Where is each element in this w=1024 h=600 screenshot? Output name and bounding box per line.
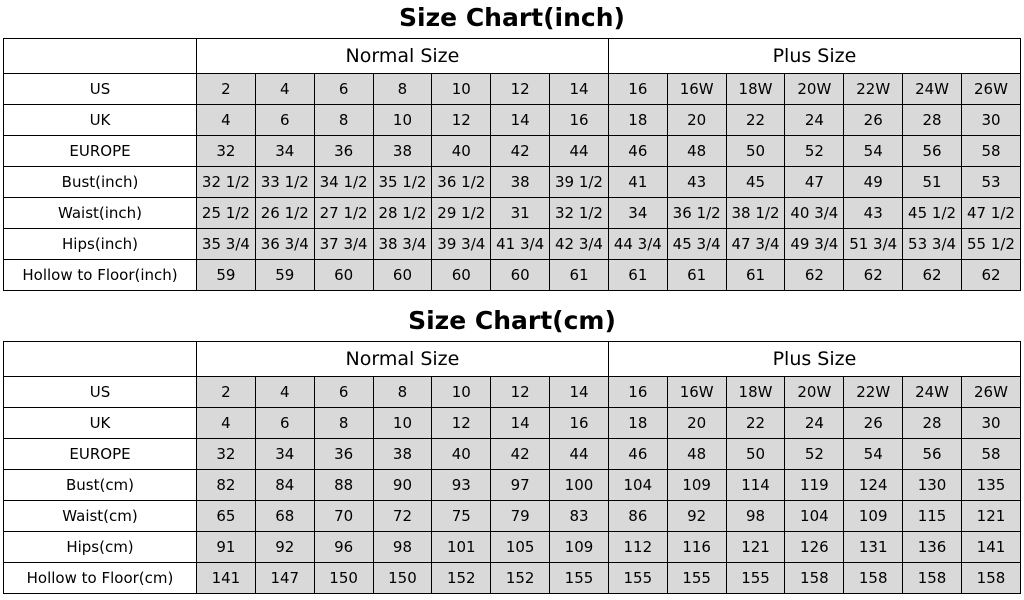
table-cell: 155 (726, 563, 785, 594)
table-cell: 83 (550, 501, 609, 532)
table-cell: 27 1/2 (314, 198, 373, 229)
table-cell: 26 1/2 (255, 198, 314, 229)
table-row (4, 377, 1021, 408)
size-table-inch (3, 38, 1021, 291)
table-cell: 4 (197, 408, 256, 439)
table-cell: 30 (961, 408, 1020, 439)
table-cell: 50 (726, 439, 785, 470)
table-cell: 70 (314, 501, 373, 532)
group-header-normal: Normal Size (197, 39, 609, 74)
table-cell: 86 (608, 501, 667, 532)
table-row (4, 167, 1021, 198)
size-table-inch-body (4, 39, 1021, 291)
table-cell: 28 1/2 (373, 198, 432, 229)
row-header: EUROPE (4, 439, 197, 470)
table-cell: 52 (785, 136, 844, 167)
row-header: Hollow to Floor(cm) (4, 563, 197, 594)
table-cell: 93 (432, 470, 491, 501)
table-cell: 16 (608, 377, 667, 408)
table-cell: 60 (314, 260, 373, 291)
row-header: Waist(cm) (4, 501, 197, 532)
group-header-corner (4, 39, 197, 74)
table-cell: 61 (726, 260, 785, 291)
group-header-row (4, 342, 1021, 377)
table-cell: 48 (667, 136, 726, 167)
table-cell: 53 (961, 167, 1020, 198)
table-cell: 22W (844, 377, 903, 408)
table-cell: 124 (844, 470, 903, 501)
table-cell: 97 (491, 470, 550, 501)
table-cell: 28 (903, 408, 962, 439)
row-header: EUROPE (4, 136, 197, 167)
row-header: Hips(cm) (4, 532, 197, 563)
table-cell: 25 1/2 (197, 198, 256, 229)
table-cell: 38 (491, 167, 550, 198)
table-cell: 46 (608, 136, 667, 167)
table-cell: 88 (314, 470, 373, 501)
table-cell: 52 (785, 439, 844, 470)
table-cell: 91 (197, 532, 256, 563)
table-cell: 41 3/4 (491, 229, 550, 260)
table-cell: 51 (903, 167, 962, 198)
table-cell: 16 (608, 74, 667, 105)
table-cell: 24W (903, 377, 962, 408)
table-cell: 42 (491, 439, 550, 470)
table-cell: 150 (314, 563, 373, 594)
table-cell: 75 (432, 501, 491, 532)
row-header: US (4, 74, 197, 105)
table-cell: 14 (550, 74, 609, 105)
table-cell: 90 (373, 470, 432, 501)
table-row (4, 501, 1021, 532)
group-header-plus: Plus Size (608, 342, 1020, 377)
table-cell: 62 (961, 260, 1020, 291)
table-cell: 82 (197, 470, 256, 501)
row-header: Bust(cm) (4, 470, 197, 501)
table-cell: 33 1/2 (255, 167, 314, 198)
table-cell: 84 (255, 470, 314, 501)
table-cell: 158 (903, 563, 962, 594)
table-cell: 58 (961, 439, 1020, 470)
table-cell: 26W (961, 74, 1020, 105)
table-cell: 59 (197, 260, 256, 291)
table-cell: 10 (432, 74, 491, 105)
table-cell: 47 1/2 (961, 198, 1020, 229)
table-cell: 68 (255, 501, 314, 532)
table-cell: 16 (550, 105, 609, 136)
table-cell: 152 (432, 563, 491, 594)
table-cell: 54 (844, 439, 903, 470)
table-cell: 45 (726, 167, 785, 198)
table-cell: 8 (314, 408, 373, 439)
table-cell: 40 (432, 136, 491, 167)
table-cell: 38 1/2 (726, 198, 785, 229)
table-cell: 98 (373, 532, 432, 563)
table-cell: 44 (550, 136, 609, 167)
table-cell: 18W (726, 377, 785, 408)
table-cell: 31 (491, 198, 550, 229)
table-cell: 22 (726, 408, 785, 439)
table-cell: 96 (314, 532, 373, 563)
table-cell: 2 (197, 74, 256, 105)
table-cell: 10 (373, 408, 432, 439)
table-cell: 8 (373, 377, 432, 408)
table-cell: 14 (550, 377, 609, 408)
table-cell: 45 1/2 (903, 198, 962, 229)
row-header: Hollow to Floor(inch) (4, 260, 197, 291)
table-cell: 109 (550, 532, 609, 563)
row-header: Bust(inch) (4, 167, 197, 198)
table-cell: 98 (726, 501, 785, 532)
table-cell: 6 (255, 408, 314, 439)
table-cell: 116 (667, 532, 726, 563)
table-cell: 46 (608, 439, 667, 470)
table-cell: 20 (667, 105, 726, 136)
table-row (4, 260, 1021, 291)
table-cell: 6 (255, 105, 314, 136)
table-cell: 40 3/4 (785, 198, 844, 229)
table-cell: 34 1/2 (314, 167, 373, 198)
table-cell: 12 (432, 105, 491, 136)
table-cell: 54 (844, 136, 903, 167)
table-row (4, 136, 1021, 167)
table-cell: 36 (314, 136, 373, 167)
table-cell: 4 (255, 377, 314, 408)
table-cell: 43 (844, 198, 903, 229)
table-cell: 131 (844, 532, 903, 563)
table-cell: 60 (373, 260, 432, 291)
table-cell: 42 3/4 (550, 229, 609, 260)
table-cell: 42 (491, 136, 550, 167)
table-cell: 29 1/2 (432, 198, 491, 229)
table-cell: 65 (197, 501, 256, 532)
table-cell: 8 (314, 105, 373, 136)
table-cell: 105 (491, 532, 550, 563)
table-cell: 18W (726, 74, 785, 105)
table-cell: 155 (667, 563, 726, 594)
table-cell: 18 (608, 105, 667, 136)
table-cell: 36 1/2 (432, 167, 491, 198)
table-cell: 43 (667, 167, 726, 198)
table-cell: 18 (608, 408, 667, 439)
table-cell: 49 3/4 (785, 229, 844, 260)
table-cell: 61 (667, 260, 726, 291)
table-cell: 24W (903, 74, 962, 105)
table-cell: 39 3/4 (432, 229, 491, 260)
group-header-normal: Normal Size (197, 342, 609, 377)
table-cell: 158 (844, 563, 903, 594)
table-cell: 32 1/2 (197, 167, 256, 198)
table-cell: 32 (197, 136, 256, 167)
table-cell: 141 (197, 563, 256, 594)
table-cell: 141 (961, 532, 1020, 563)
table-cell: 115 (903, 501, 962, 532)
table-cell: 119 (785, 470, 844, 501)
table-cell: 158 (785, 563, 844, 594)
table-cell: 16W (667, 74, 726, 105)
table-cell: 38 (373, 136, 432, 167)
table-cell: 4 (197, 105, 256, 136)
table-cell: 24 (785, 105, 844, 136)
table-cell: 152 (491, 563, 550, 594)
table-cell: 20W (785, 74, 844, 105)
table-cell: 26W (961, 377, 1020, 408)
table-cell: 22W (844, 74, 903, 105)
table-cell: 38 3/4 (373, 229, 432, 260)
table-cell: 44 3/4 (608, 229, 667, 260)
table-cell: 36 3/4 (255, 229, 314, 260)
table-row (4, 439, 1021, 470)
table-cell: 59 (255, 260, 314, 291)
table-cell: 155 (550, 563, 609, 594)
table-cell: 109 (844, 501, 903, 532)
table-cell: 51 3/4 (844, 229, 903, 260)
table-cell: 62 (844, 260, 903, 291)
table-cell: 10 (373, 105, 432, 136)
table-cell: 155 (608, 563, 667, 594)
table-cell: 6 (314, 377, 373, 408)
table-cell: 30 (961, 105, 1020, 136)
table-row (4, 470, 1021, 501)
table-cell: 22 (726, 105, 785, 136)
table-cell: 49 (844, 167, 903, 198)
table-cell: 135 (961, 470, 1020, 501)
table-cell: 14 (491, 105, 550, 136)
row-header: UK (4, 408, 197, 439)
table-cell: 61 (550, 260, 609, 291)
table-cell: 56 (903, 136, 962, 167)
table-cell: 36 1/2 (667, 198, 726, 229)
table-cell: 150 (373, 563, 432, 594)
table-cell: 40 (432, 439, 491, 470)
table-cell: 12 (432, 408, 491, 439)
size-chart-inch-block (0, 0, 1024, 291)
table-cell: 53 3/4 (903, 229, 962, 260)
table-row (4, 229, 1021, 260)
table-cell: 28 (903, 105, 962, 136)
table-cell: 14 (491, 408, 550, 439)
table-cell: 92 (667, 501, 726, 532)
table-cell: 72 (373, 501, 432, 532)
table-row (4, 563, 1021, 594)
table-cell: 109 (667, 470, 726, 501)
group-header-row (4, 39, 1021, 74)
table-cell: 26 (844, 408, 903, 439)
table-cell: 136 (903, 532, 962, 563)
table-cell: 24 (785, 408, 844, 439)
table-cell: 112 (608, 532, 667, 563)
table-cell: 2 (197, 377, 256, 408)
table-cell: 47 (785, 167, 844, 198)
table-cell: 32 1/2 (550, 198, 609, 229)
table-cell: 38 (373, 439, 432, 470)
table-row (4, 74, 1021, 105)
size-chart-cm-block (0, 303, 1024, 594)
size-table-cm-body (4, 342, 1021, 594)
table-cell: 35 3/4 (197, 229, 256, 260)
table-row (4, 198, 1021, 229)
table-cell: 62 (903, 260, 962, 291)
row-header: UK (4, 105, 197, 136)
table-cell: 60 (432, 260, 491, 291)
group-header-corner (4, 342, 197, 377)
table-cell: 12 (491, 377, 550, 408)
table-cell: 16 (550, 408, 609, 439)
table-cell: 58 (961, 136, 1020, 167)
table-cell: 8 (373, 74, 432, 105)
row-header: US (4, 377, 197, 408)
table-cell: 104 (785, 501, 844, 532)
table-cell: 26 (844, 105, 903, 136)
table-cell: 56 (903, 439, 962, 470)
table-cell: 130 (903, 470, 962, 501)
table-cell: 101 (432, 532, 491, 563)
size-table-cm (3, 341, 1021, 594)
table-cell: 6 (314, 74, 373, 105)
table-cell: 20W (785, 377, 844, 408)
table-cell: 158 (961, 563, 1020, 594)
table-cell: 100 (550, 470, 609, 501)
table-row (4, 408, 1021, 439)
table-cell: 10 (432, 377, 491, 408)
group-header-plus: Plus Size (608, 39, 1020, 74)
table-cell: 147 (255, 563, 314, 594)
table-row (4, 105, 1021, 136)
table-cell: 45 3/4 (667, 229, 726, 260)
table-cell: 37 3/4 (314, 229, 373, 260)
row-header: Waist(inch) (4, 198, 197, 229)
table-cell: 12 (491, 74, 550, 105)
table-cell: 50 (726, 136, 785, 167)
table-cell: 48 (667, 439, 726, 470)
table-cell: 104 (608, 470, 667, 501)
row-header: Hips(inch) (4, 229, 197, 260)
table-cell: 62 (785, 260, 844, 291)
table-cell: 4 (255, 74, 314, 105)
table-cell: 114 (726, 470, 785, 501)
table-cell: 16W (667, 377, 726, 408)
page-title-cm: Size Chart(cm) (408, 306, 616, 335)
table-cell: 60 (491, 260, 550, 291)
table-cell: 34 (255, 439, 314, 470)
table-cell: 47 3/4 (726, 229, 785, 260)
page-title-inch: Size Chart(inch) (399, 3, 625, 32)
table-cell: 34 (608, 198, 667, 229)
table-cell: 55 1/2 (961, 229, 1020, 260)
table-cell: 92 (255, 532, 314, 563)
table-cell: 121 (726, 532, 785, 563)
table-cell: 35 1/2 (373, 167, 432, 198)
table-cell: 41 (608, 167, 667, 198)
table-cell: 20 (667, 408, 726, 439)
table-cell: 126 (785, 532, 844, 563)
table-cell: 32 (197, 439, 256, 470)
table-cell: 34 (255, 136, 314, 167)
table-cell: 39 1/2 (550, 167, 609, 198)
section-spacer (0, 291, 1024, 303)
table-cell: 121 (961, 501, 1020, 532)
table-cell: 36 (314, 439, 373, 470)
table-cell: 61 (608, 260, 667, 291)
table-cell: 44 (550, 439, 609, 470)
table-cell: 79 (491, 501, 550, 532)
table-row (4, 532, 1021, 563)
